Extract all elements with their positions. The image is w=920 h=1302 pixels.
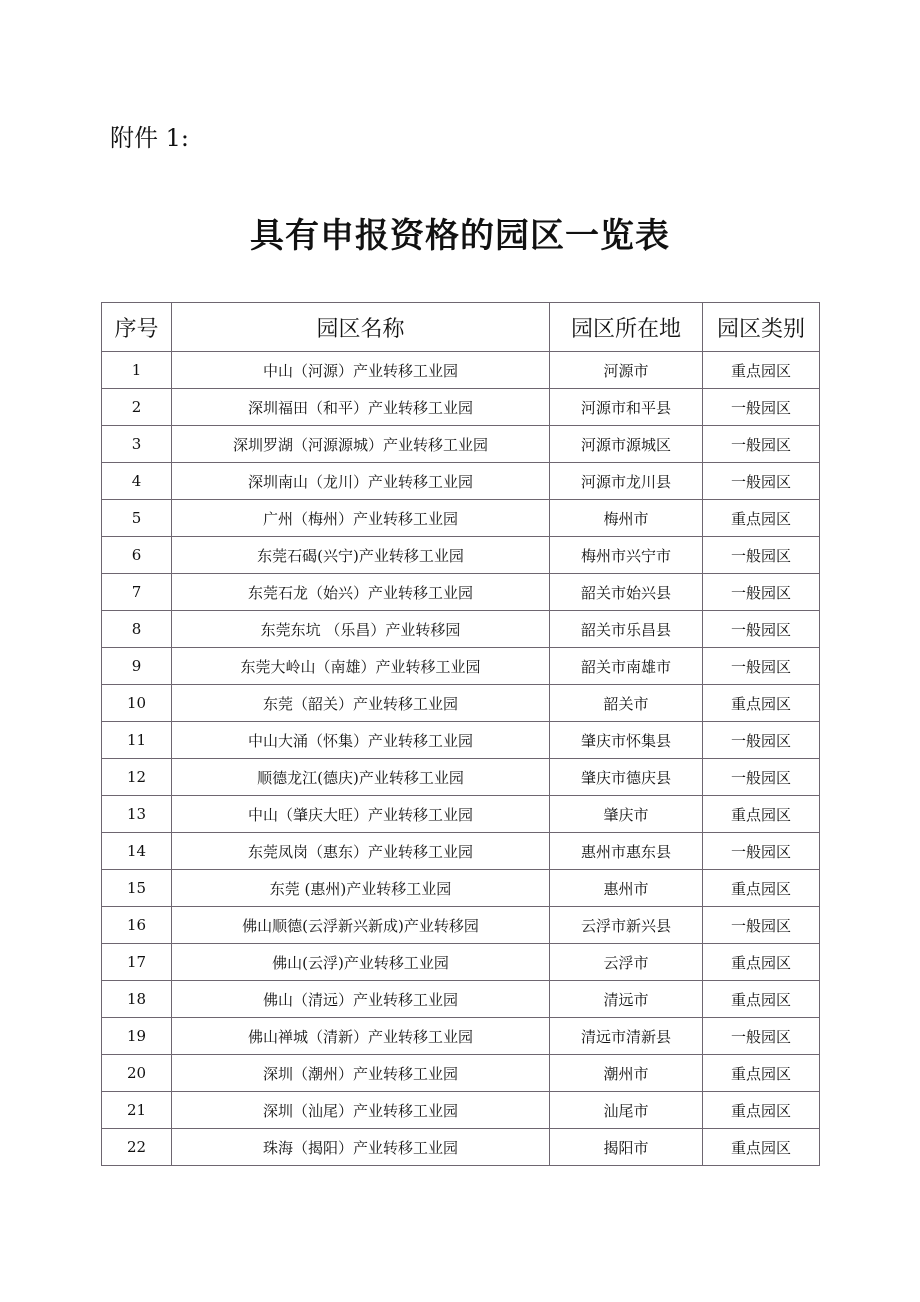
cell-park-name: 佛山（清远）产业转移工业园 (172, 981, 550, 1018)
cell-location: 惠州市惠东县 (550, 833, 703, 870)
cell-location: 揭阳市 (550, 1129, 703, 1166)
cell-location: 梅州市 (550, 500, 703, 537)
cell-category: 一般园区 (703, 426, 820, 463)
header-location: 园区所在地 (550, 303, 703, 352)
cell-park-name: 东莞（韶关）产业转移工业园 (172, 685, 550, 722)
cell-index: 14 (102, 833, 172, 870)
cell-park-name: 佛山禅城（清新）产业转移工业园 (172, 1018, 550, 1055)
table-row (102, 648, 820, 685)
cell-category: 一般园区 (703, 389, 820, 426)
cell-category: 重点园区 (703, 1055, 820, 1092)
cell-category: 重点园区 (703, 1129, 820, 1166)
cell-index: 3 (102, 426, 172, 463)
cell-location: 云浮市 (550, 944, 703, 981)
cell-category: 一般园区 (703, 722, 820, 759)
park-table (101, 302, 820, 1166)
cell-location: 潮州市 (550, 1055, 703, 1092)
cell-park-name: 佛山顺德(云浮新兴新成)产业转移园 (172, 907, 550, 944)
cell-index: 10 (102, 685, 172, 722)
cell-index: 13 (102, 796, 172, 833)
cell-park-name: 广州（梅州）产业转移工业园 (172, 500, 550, 537)
cell-park-name: 东莞石碣(兴宁)产业转移工业园 (172, 537, 550, 574)
cell-park-name: 深圳南山（龙川）产业转移工业园 (172, 463, 550, 500)
cell-location: 清远市清新县 (550, 1018, 703, 1055)
cell-location: 汕尾市 (550, 1092, 703, 1129)
cell-index: 7 (102, 574, 172, 611)
cell-category: 一般园区 (703, 1018, 820, 1055)
table-row (102, 944, 820, 981)
table-row (102, 1018, 820, 1055)
cell-location: 河源市 (550, 352, 703, 389)
cell-location: 惠州市 (550, 870, 703, 907)
cell-category: 重点园区 (703, 352, 820, 389)
cell-category: 一般园区 (703, 574, 820, 611)
cell-park-name: 中山（河源）产业转移工业园 (172, 352, 550, 389)
cell-index: 15 (102, 870, 172, 907)
cell-park-name: 深圳福田（和平）产业转移工业园 (172, 389, 550, 426)
cell-location: 清远市 (550, 981, 703, 1018)
attachment-label: 附件 1: (110, 124, 189, 152)
cell-location: 韶关市乐昌县 (550, 611, 703, 648)
cell-category: 重点园区 (703, 685, 820, 722)
cell-index: 16 (102, 907, 172, 944)
header-park-name: 园区名称 (172, 303, 550, 352)
cell-location: 韶关市始兴县 (550, 574, 703, 611)
header-index: 序号 (102, 303, 172, 352)
cell-index: 11 (102, 722, 172, 759)
table-row (102, 796, 820, 833)
cell-park-name: 深圳（潮州）产业转移工业园 (172, 1055, 550, 1092)
cell-index: 12 (102, 759, 172, 796)
table-row (102, 352, 820, 389)
cell-index: 21 (102, 1092, 172, 1129)
table-row (102, 1092, 820, 1129)
cell-category: 一般园区 (703, 759, 820, 796)
cell-category: 一般园区 (703, 611, 820, 648)
cell-location: 河源市龙川县 (550, 463, 703, 500)
cell-park-name: 深圳（汕尾）产业转移工业园 (172, 1092, 550, 1129)
cell-index: 4 (102, 463, 172, 500)
cell-category: 重点园区 (703, 1092, 820, 1129)
cell-category: 一般园区 (703, 907, 820, 944)
cell-index: 8 (102, 611, 172, 648)
cell-park-name: 中山大涌（怀集）产业转移工业园 (172, 722, 550, 759)
cell-index: 18 (102, 981, 172, 1018)
cell-category: 一般园区 (703, 833, 820, 870)
page-title: 具有申报资格的园区一览表 (250, 216, 670, 256)
cell-index: 22 (102, 1129, 172, 1166)
table-row (102, 574, 820, 611)
cell-park-name: 珠海（揭阳）产业转移工业园 (172, 1129, 550, 1166)
cell-category: 重点园区 (703, 870, 820, 907)
cell-park-name: 东莞凤岗（惠东）产业转移工业园 (172, 833, 550, 870)
cell-index: 6 (102, 537, 172, 574)
cell-category: 重点园区 (703, 500, 820, 537)
cell-index: 17 (102, 944, 172, 981)
table-row (102, 463, 820, 500)
cell-location: 河源市源城区 (550, 426, 703, 463)
table-header-row (102, 303, 820, 352)
cell-index: 1 (102, 352, 172, 389)
header-category: 园区类别 (703, 303, 820, 352)
cell-park-name: 佛山(云浮)产业转移工业园 (172, 944, 550, 981)
table-row (102, 907, 820, 944)
cell-location: 肇庆市怀集县 (550, 722, 703, 759)
cell-location: 云浮市新兴县 (550, 907, 703, 944)
cell-location: 肇庆市德庆县 (550, 759, 703, 796)
cell-location: 韶关市 (550, 685, 703, 722)
table-row (102, 426, 820, 463)
cell-category: 重点园区 (703, 796, 820, 833)
cell-park-name: 深圳罗湖（河源源城）产业转移工业园 (172, 426, 550, 463)
cell-location: 河源市和平县 (550, 389, 703, 426)
cell-location: 梅州市兴宁市 (550, 537, 703, 574)
cell-category: 一般园区 (703, 537, 820, 574)
table-row (102, 611, 820, 648)
cell-park-name: 东莞 (惠州)产业转移工业园 (172, 870, 550, 907)
table-row (102, 981, 820, 1018)
table-row (102, 389, 820, 426)
cell-park-name: 中山（肇庆大旺）产业转移工业园 (172, 796, 550, 833)
table-row (102, 833, 820, 870)
cell-park-name: 东莞大岭山（南雄）产业转移工业园 (172, 648, 550, 685)
table-row (102, 759, 820, 796)
cell-park-name: 顺德龙江(德庆)产业转移工业园 (172, 759, 550, 796)
table-row (102, 537, 820, 574)
cell-park-name: 东莞东坑 （乐昌）产业转移园 (172, 611, 550, 648)
cell-index: 19 (102, 1018, 172, 1055)
table-row (102, 870, 820, 907)
table-row (102, 1129, 820, 1166)
table-row (102, 685, 820, 722)
cell-location: 肇庆市 (550, 796, 703, 833)
table-row (102, 500, 820, 537)
cell-park-name: 东莞石龙（始兴）产业转移工业园 (172, 574, 550, 611)
cell-location: 韶关市南雄市 (550, 648, 703, 685)
cell-index: 2 (102, 389, 172, 426)
table-row (102, 1055, 820, 1092)
cell-index: 20 (102, 1055, 172, 1092)
cell-category: 重点园区 (703, 944, 820, 981)
cell-index: 9 (102, 648, 172, 685)
cell-index: 5 (102, 500, 172, 537)
cell-category: 一般园区 (703, 463, 820, 500)
cell-category: 重点园区 (703, 981, 820, 1018)
table-row (102, 722, 820, 759)
cell-category: 一般园区 (703, 648, 820, 685)
